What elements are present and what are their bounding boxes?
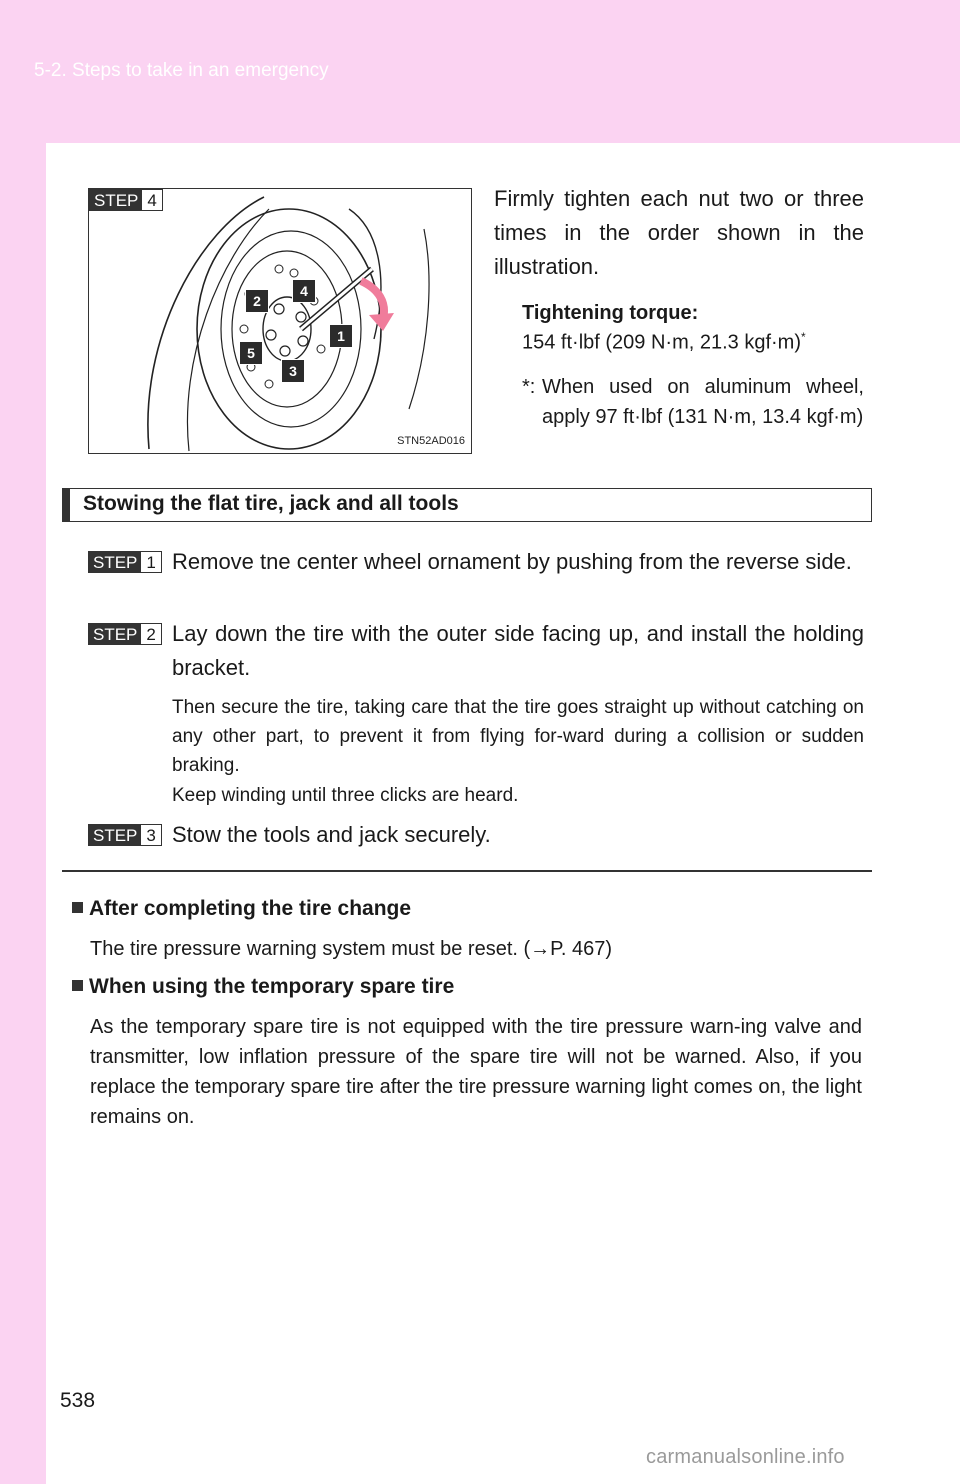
torque-footnote <box>522 372 864 432</box>
step-number: 3 <box>141 825 160 845</box>
info-title-1 <box>72 897 411 921</box>
section-title: 5-2. Steps to take in an emergency <box>34 60 329 81</box>
step4-text: Firmly tighten each nut two or three times in the order shown in the illustration. <box>494 186 864 279</box>
bullet-square-icon <box>72 980 83 991</box>
info-title-1-text: After completing the tire change <box>89 897 412 920</box>
torque-value <box>522 330 806 355</box>
info-body-2: As the temporary spare tire is not equipped with the tire pressure warn-ing valve and transmitter, low inflation pressure of the spare tire will not be warned. Also, if you replace the temporary spare tire after the tire pressure warning light comes on, the light remains on. <box>90 1016 862 1128</box>
nut-callout-5: 5 <box>239 341 263 365</box>
wheel-illustration <box>88 188 472 454</box>
step-2-note-2: Keep winding until three clicks are heard. <box>172 785 519 806</box>
step-word: STEP <box>89 825 141 845</box>
torque-footnote-mark: * <box>800 330 806 344</box>
section-heading-title: Stowing the flat tire, jack and all tools <box>83 492 459 515</box>
figure-code: STN52AD016 <box>397 435 465 447</box>
section-accent <box>63 489 70 521</box>
bullet-square-icon <box>72 902 83 913</box>
step-2-text: Lay down the tire with the outer side facing up, and install the holding bracket. <box>172 621 864 680</box>
nut-callout-2: 2 <box>245 289 269 313</box>
torque-value-text: 154 ft·lbf (209 N·m, 21.3 kgf·m) <box>522 331 801 354</box>
page-header <box>0 0 960 143</box>
section-heading <box>62 488 872 522</box>
step-badge-1 <box>88 551 162 573</box>
nut-callout-3: 3 <box>281 359 305 383</box>
step-word: STEP <box>89 552 141 572</box>
step-badge-3 <box>88 824 162 846</box>
step-badge-2 <box>88 623 162 645</box>
nut-callout-4: 4 <box>292 279 316 303</box>
footnote-text: When used on aluminum wheel, apply 97 ft·lbf (131 N·m, 13.4 kgf·m) <box>542 376 864 428</box>
page-number: 538 <box>60 1389 96 1412</box>
footnote-mark: *: <box>522 376 536 398</box>
step-number: 4 <box>142 190 161 210</box>
wheel-drawing <box>89 189 472 454</box>
info-body-1: The tire pressure warning system must be reset. (→P. 467) <box>90 938 613 960</box>
nut-callout-1: 1 <box>329 324 353 348</box>
step-word: STEP <box>90 190 142 210</box>
step-number: 2 <box>141 624 160 644</box>
step-3-text: Stow the tools and jack securely. <box>172 822 491 847</box>
info-title-2 <box>72 975 454 999</box>
step-1-text: Remove tne center wheel ornament by pushing from the reverse side. <box>172 549 852 574</box>
page-sidebar <box>0 143 46 1484</box>
info-title-2-text: When using the temporary spare tire <box>89 975 455 998</box>
step-2-note: Then secure the tire, taking care that the tire goes straight up without catching on any other part, to prevent it from flying for-ward during a collision or sudden braking. <box>172 697 864 776</box>
torque-label: Tightening torque: <box>522 302 699 324</box>
step-number: 1 <box>141 552 160 572</box>
step-word: STEP <box>89 624 141 644</box>
section-divider <box>62 870 872 872</box>
watermark: carmanualsonline.info <box>646 1446 845 1468</box>
